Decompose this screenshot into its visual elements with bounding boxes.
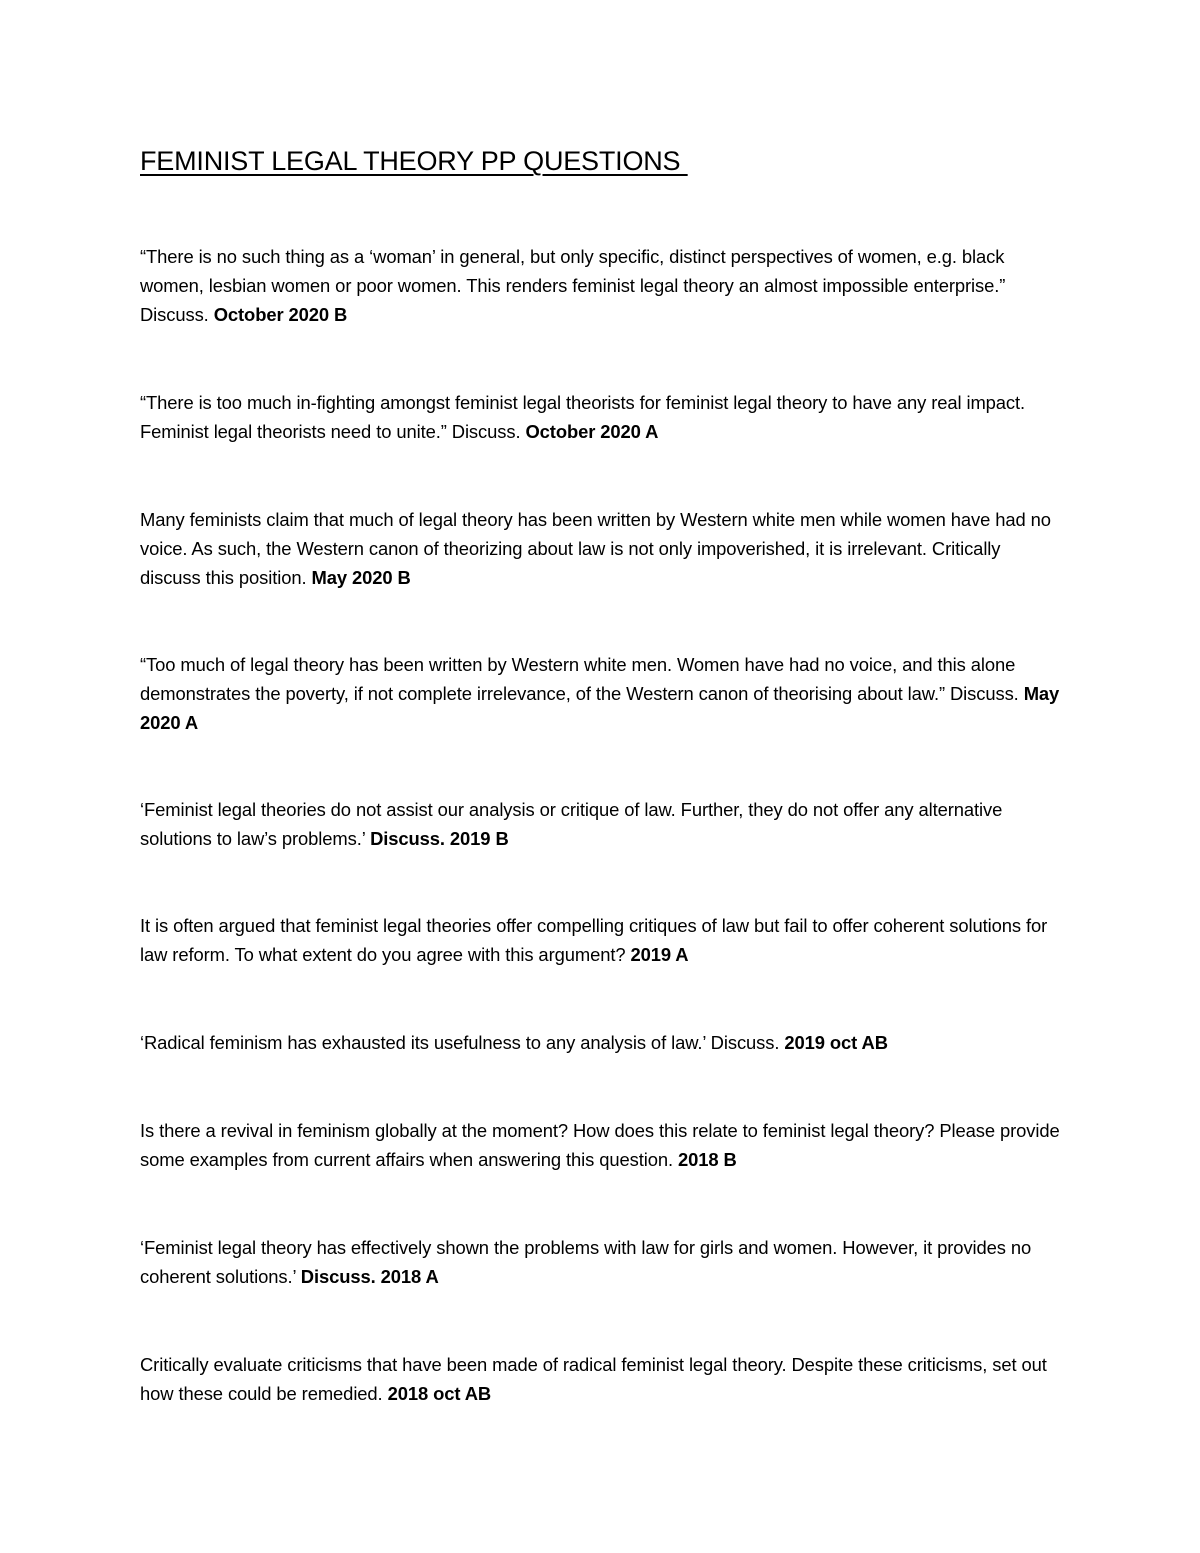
question-item <box>140 650 1060 737</box>
question-text: “There is no such thing as a ‘woman’ in general, but only specific, distinct perspectives of women, e.g. black women, lesbian women or poor women. This renders feminist legal theory an almost impossible enterprise.” Discuss. <box>140 246 1006 325</box>
question-item <box>140 505 1060 592</box>
question-item <box>140 1116 1060 1174</box>
question-text: Critically evaluate criticisms that have been made of radical feminist legal theory. Despite these criticisms, set out how these could be remedied. <box>140 1354 1047 1404</box>
question-text: It is often argued that feminist legal theories offer compelling critiques of law but fail to offer coherent solutions for law reform. To what extent do you agree with this argument? <box>140 915 1048 965</box>
question-session-tag: October 2020 B <box>213 304 348 325</box>
question-item <box>140 1233 1060 1291</box>
question-session-tag: October 2020 A <box>525 421 659 442</box>
question-session-tag: May 2020 A <box>140 683 1060 733</box>
question-text: “Too much of legal theory has been written by Western white men. Women have had no voice, and this alone demonstrates the poverty, if not complete irrelevance, of the Western canon of theorising about law.” Discuss. <box>140 654 1024 704</box>
question-session-tag: 2018 B <box>677 1149 737 1170</box>
question-text: Many feminists claim that much of legal theory has been written by Western white men while women have had no voice. As such, the Western canon of theorizing about law is not only impoverished, it is irrelevant. Critically discuss this position. <box>140 509 1051 588</box>
question-text: Is there a revival in feminism globally at the moment? How does this relate to feminist legal theory? Please provide some examples from current affairs when answering this question. <box>140 1120 1060 1170</box>
page-title: FEMINIST LEGAL THEORY PP QUESTIONS <box>140 146 688 176</box>
question-item <box>140 911 1060 969</box>
question-text: “There is too much in-fighting amongst feminist legal theorists for feminist legal theory to have any real impact. Feminist legal theorists need to unite.” Discuss. <box>140 392 1026 442</box>
question-item <box>140 1350 1060 1408</box>
question-session-tag: 2019 oct AB <box>784 1032 888 1053</box>
question-text: ‘Radical feminism has exhausted its usefulness to any analysis of law.’ Discuss. <box>140 1032 785 1053</box>
question-item <box>140 795 1060 853</box>
question-session-tag: Discuss. 2018 A <box>300 1266 439 1287</box>
question-item <box>140 388 1060 446</box>
question-session-tag: 2018 oct AB <box>387 1383 492 1404</box>
question-text: ‘Feminist legal theory has effectively shown the problems with law for girls and women. However, it provides no coherent solutions.’ <box>140 1237 1032 1287</box>
question-session-tag: 2019 A <box>630 944 689 965</box>
question-item <box>140 242 1060 329</box>
question-text: ‘Feminist legal theories do not assist our analysis or critique of law. Further, they do not offer any alternative solutions to law’s problems.’ <box>140 799 1003 849</box>
question-item <box>140 1028 1060 1057</box>
question-session-tag: Discuss. 2019 B <box>370 828 509 849</box>
question-session-tag: May 2020 B <box>311 567 411 588</box>
